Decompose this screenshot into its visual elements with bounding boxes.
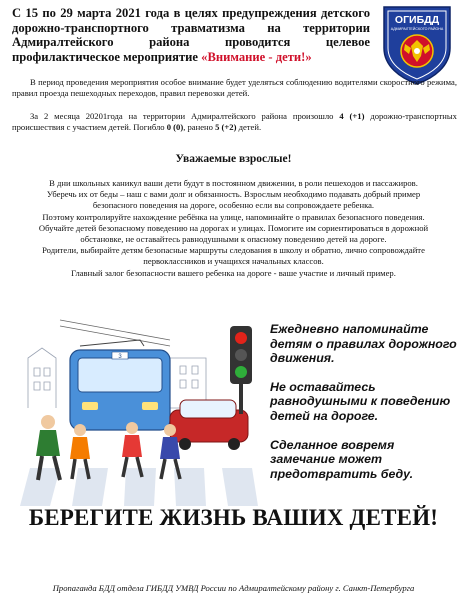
- header-main-text: С 15 по 29 марта 2021 года в целях предупреждения детского дорожно-транспортного травматизма на территории Адмиралтейского района проводится целевое профилактическое мероприятие: [12, 6, 370, 64]
- appeal-line: Уберечь их от беды – наш с вами долг и обязанность. Взрослым необходимо подавать добрый пример: [46, 189, 421, 200]
- intro-paragraph-1: В период проведения мероприятия особое внимание будет уделяться соблюдению водителями скоростного режима, правил проезда пешеходных переходов, правил перевозки детей.: [12, 77, 457, 98]
- trolleybus-icon: [70, 340, 170, 430]
- tip-2: Не оставайтесь равнодушными к поведению детей на дороге.: [270, 379, 451, 423]
- emblem-title: ОГИБДД: [394, 14, 440, 26]
- stats-injured: 5 (+2): [215, 122, 237, 132]
- svg-text:3: 3: [118, 354, 122, 360]
- slogan: БЕРЕГИТЕ ЖИЗНЬ ВАШИХ ДЕТЕЙ!: [28, 505, 439, 530]
- appeal-line: безопасного поведения на дороге, особенно если вы сопровождаете ребенка.: [92, 200, 375, 211]
- car-icon: [170, 400, 248, 450]
- appeal-line: Обучайте детей безопасному поведению на дорогах и улицах. Помогите им сориентироваться в дорожной: [38, 222, 429, 233]
- tips-panel: [270, 322, 462, 495]
- salutation: Уважаемые взрослые!: [175, 153, 292, 165]
- tip-1: Ежедневно напоминайте детям о правилах дорожного движения.: [270, 322, 457, 366]
- appeal-line: Родители, выбирайте детям безопасные маршруты следования в школу и обратно, лично сопровождайте: [42, 245, 425, 256]
- header-text: [12, 6, 370, 64]
- stats-accidents: 4 (+1): [339, 111, 365, 121]
- appeal-line: В дни школьных каникул ваши дети будут в постоянном движении, в роли пешеходов и пассажиров.: [49, 178, 418, 188]
- appeal-line: Главный залог безопасности вашего ребенка на дороге - ваше участие и личный пример.: [71, 267, 396, 278]
- tip-3: Сделанное вовремя замечание может предотвратить беду.: [270, 437, 414, 481]
- stats-text-e: , ранено: [183, 122, 216, 132]
- ogibdd-emblem-icon: [378, 4, 456, 86]
- intro-paragraph-2: [12, 111, 457, 133]
- stats-text-a: За 2 месяца 20201года на территории Адмиралтейского района произошло: [30, 111, 340, 121]
- campaign-name: «Внимание - дети!»: [201, 49, 312, 64]
- emblem-subtitle: АДМИРАЛТЕЙСКОГО РАЙОНА: [390, 27, 444, 31]
- appeal-line: Поэтому контролируйте нахождение ребёнка на улице, напоминайте о правилах безопасного поведения.: [42, 211, 425, 222]
- stats-killed: 0 (0): [166, 122, 184, 132]
- appeal-line: первоклассников и учащихся начальных классов.: [143, 256, 324, 267]
- header: [12, 6, 370, 64]
- footer-credit: Пропаганда БДД отдела ГИБДД УМВД России по Адмиралтейскому району г. Санкт-Петербурга: [52, 583, 415, 593]
- crosswalk-illustration: [20, 318, 266, 506]
- stats-text-g: детей.: [236, 122, 262, 132]
- appeal-block: [8, 178, 459, 279]
- appeal-line: обстановке, не оставайтесь равнодушными к опасному поведению детей на дороге.: [80, 234, 387, 245]
- stats-text-c: дорожно-транспортных происшествия с участием детей. Погибло: [12, 111, 457, 132]
